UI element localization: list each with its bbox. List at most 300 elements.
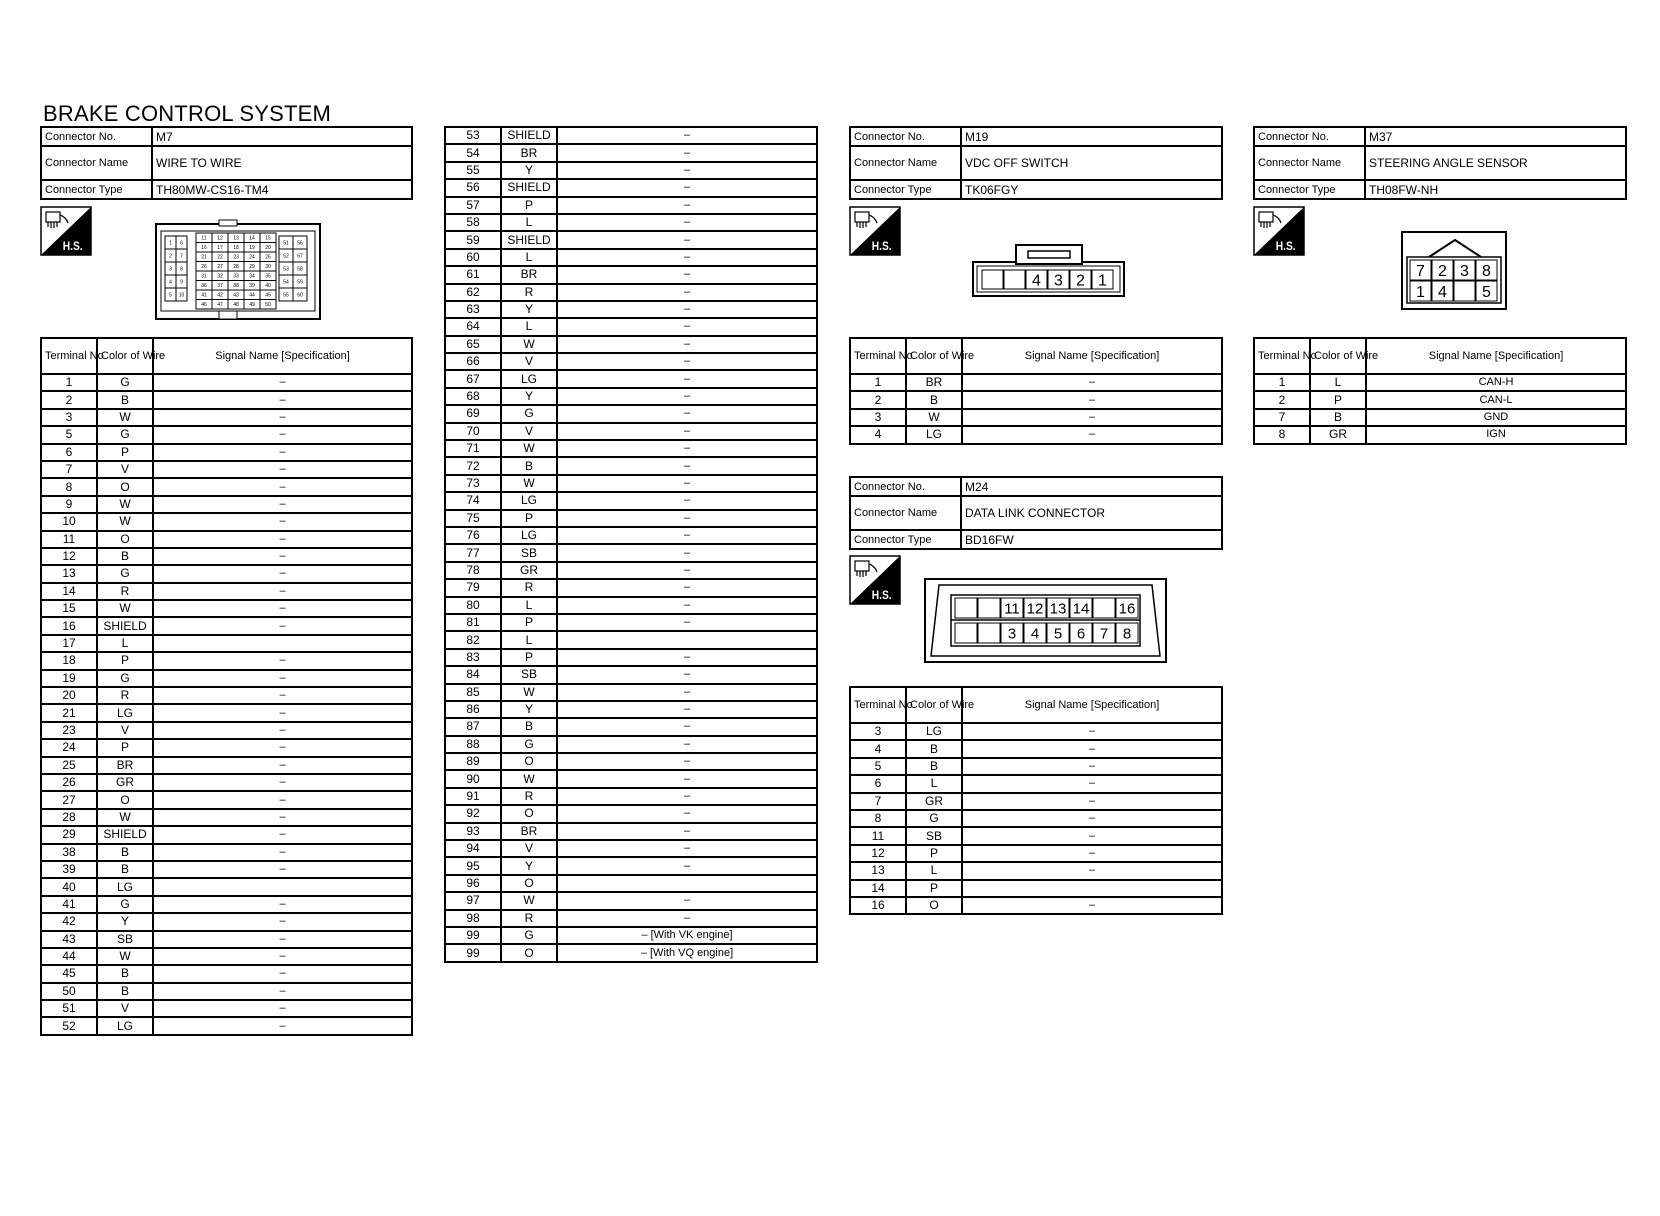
signal-name-cell: –: [557, 301, 817, 318]
signal-name-cell: –: [557, 544, 817, 561]
m24-pin-table: [849, 686, 1223, 915]
pin-number: 34: [249, 273, 255, 280]
pin-number: 6: [1076, 625, 1086, 643]
signal-name-header: Signal Name [Specification]: [962, 687, 1222, 723]
signal-name-cell: –: [557, 370, 817, 387]
wire-color-cell: P: [97, 739, 153, 756]
wire-color-cell: W: [97, 600, 153, 617]
pin-row: [41, 739, 412, 756]
terminal-no-cell: 12: [41, 548, 97, 565]
pin-row: [445, 214, 817, 231]
pin-number: 19: [249, 245, 255, 252]
pin-row: [445, 944, 817, 961]
pin-row: [41, 931, 412, 948]
signal-name-cell: –: [153, 774, 412, 791]
pin-row: [41, 461, 412, 478]
wire-color-cell: V: [97, 1000, 153, 1017]
wire-color-cell: R: [97, 583, 153, 600]
pin-cavity: [955, 623, 977, 643]
terminal-no-cell: 7: [850, 793, 906, 810]
terminal-no-cell: 51: [41, 1000, 97, 1017]
signal-name-cell: –: [557, 457, 817, 474]
wire-color-cell: L: [501, 631, 557, 648]
signal-name-cell: –: [557, 405, 817, 422]
signal-name-cell: –: [557, 562, 817, 579]
signal-name-cell: –: [962, 374, 1222, 391]
pin-number: 45: [265, 292, 271, 299]
wire-color-cell: SHIELD: [501, 127, 557, 144]
m7-pin-table-a: [40, 337, 413, 1036]
terminal-no-cell: 13: [41, 565, 97, 582]
pin-row: [445, 162, 817, 179]
terminal-no-cell: 29: [41, 826, 97, 843]
terminal-no-cell: 16: [850, 897, 906, 914]
pin-row: [445, 475, 817, 492]
wire-color-cell: Y: [501, 301, 557, 318]
wire-color-cell: B: [97, 965, 153, 982]
pin-row: [41, 896, 412, 913]
signal-name-cell: –: [153, 617, 412, 634]
terminal-no-cell: 72: [445, 457, 501, 474]
terminal-no-cell: 68: [445, 388, 501, 405]
pin-number: 41: [201, 292, 207, 299]
connector-no-label: Connector No.: [41, 127, 152, 146]
pin-row: [850, 862, 1222, 879]
terminal-no-header: Terminal No.: [1254, 338, 1310, 374]
terminal-no-cell: 39: [41, 861, 97, 878]
pin-row: [41, 965, 412, 982]
pin-number: 8: [1122, 625, 1132, 643]
wire-color-cell: L: [501, 249, 557, 266]
pin-cavity: [1093, 598, 1115, 618]
wire-color-cell: SB: [501, 544, 557, 561]
pin-number: 33: [233, 273, 239, 280]
pin-row: [41, 496, 412, 513]
wire-color-cell: GR: [906, 793, 962, 810]
terminal-no-cell: 84: [445, 666, 501, 683]
signal-name-cell: –: [962, 409, 1222, 426]
pin-row: [445, 875, 817, 892]
terminal-no-cell: 50: [41, 983, 97, 1000]
pin-number: 8: [180, 266, 183, 273]
terminal-no-cell: 16: [41, 617, 97, 634]
terminal-no-cell: 3: [41, 409, 97, 426]
wire-color-cell: L: [906, 862, 962, 879]
terminal-no-cell: 70: [445, 423, 501, 440]
wire-color-cell: L: [906, 775, 962, 792]
pin-number: 7: [180, 253, 183, 260]
wire-color-cell: V: [501, 423, 557, 440]
m7-connector-name: WIRE TO WIRE: [152, 146, 412, 180]
terminal-no-cell: 45: [41, 965, 97, 982]
pin-row: [41, 1000, 412, 1017]
signal-name-cell: –: [153, 896, 412, 913]
pin-row: [445, 753, 817, 770]
terminal-no-cell: 85: [445, 684, 501, 701]
pin-row: [445, 840, 817, 857]
pin-row: [445, 718, 817, 735]
terminal-no-cell: 55: [445, 162, 501, 179]
pin-number: 42: [217, 292, 223, 299]
pin-row: [445, 231, 817, 248]
signal-name-cell: –: [153, 513, 412, 530]
wire-color-cell: P: [97, 444, 153, 461]
signal-name-cell: –: [557, 179, 817, 196]
wire-color-cell: W: [906, 409, 962, 426]
pin-row: [445, 614, 817, 631]
signal-name-cell: [962, 880, 1222, 897]
pin-row: [41, 478, 412, 495]
terminal-no-cell: 99: [445, 927, 501, 944]
signal-name-cell: –: [962, 827, 1222, 844]
pin-number: 4: [169, 279, 172, 286]
pin-number: 37: [217, 283, 223, 290]
signal-name-cell: –: [557, 162, 817, 179]
terminal-no-cell: 2: [850, 391, 906, 408]
pin-row: [445, 301, 817, 318]
pin-number: 16: [201, 245, 207, 252]
signal-name-cell: –: [557, 423, 817, 440]
pin-row: [445, 405, 817, 422]
pin-number: 8: [1482, 262, 1491, 280]
color-of-wire-header: Color of Wire: [906, 338, 962, 374]
m37-connector-name: STEERING ANGLE SENSOR: [1365, 146, 1626, 180]
signal-name-cell: –: [557, 892, 817, 909]
pin-number: 11: [201, 235, 207, 242]
pin-number: 14: [249, 235, 255, 242]
pin-row: [41, 861, 412, 878]
pin-number: 49: [249, 302, 255, 309]
pin-row: [445, 666, 817, 683]
signal-name-cell: –: [557, 510, 817, 527]
pin-row: [445, 579, 817, 596]
signal-name-cell: –: [962, 426, 1222, 443]
wire-color-cell: SB: [906, 827, 962, 844]
wire-color-cell: SHIELD: [501, 179, 557, 196]
pin-number: 40: [265, 283, 271, 290]
terminal-no-cell: 9: [41, 496, 97, 513]
terminal-no-cell: 8: [41, 478, 97, 495]
pin-number: 4: [1032, 272, 1041, 290]
pin-row: [850, 426, 1222, 443]
pin-row: [850, 723, 1222, 740]
signal-name-cell: –: [153, 600, 412, 617]
terminal-no-cell: 56: [445, 179, 501, 196]
wire-color-cell: W: [97, 409, 153, 426]
signal-name-cell: –: [153, 409, 412, 426]
wire-color-cell: Y: [501, 701, 557, 718]
terminal-no-cell: 5: [41, 426, 97, 443]
pin-number: 58: [297, 266, 303, 273]
pin-number: 11: [1004, 600, 1020, 618]
hs-label: H.S.: [1275, 239, 1296, 253]
pin-row: [850, 827, 1222, 844]
signal-name-cell: –: [153, 478, 412, 495]
pin-row: [41, 983, 412, 1000]
signal-name-cell: CAN-L: [1366, 391, 1626, 408]
hs-label: H.S.: [871, 588, 892, 602]
terminal-no-cell: 54: [445, 144, 501, 161]
terminal-no-cell: 67: [445, 370, 501, 387]
signal-name-cell: –: [153, 374, 412, 391]
pin-row: [1254, 426, 1626, 443]
signal-name-cell: –: [153, 965, 412, 982]
pin-number: 26: [201, 264, 207, 271]
terminal-no-cell: 94: [445, 840, 501, 857]
wire-color-cell: R: [501, 579, 557, 596]
signal-name-cell: –: [153, 757, 412, 774]
terminal-no-header: Terminal No.: [850, 338, 906, 374]
connector-name-label: Connector Name: [41, 146, 152, 180]
pin-number: 28: [233, 264, 239, 271]
pin-number: 25: [265, 254, 271, 261]
terminal-no-cell: 80: [445, 597, 501, 614]
pin-row: [445, 336, 817, 353]
pin-number: 7: [1099, 625, 1109, 643]
pin-number: 5: [1053, 625, 1063, 643]
wire-color-cell: BR: [501, 823, 557, 840]
pin-row: [850, 409, 1222, 426]
m19-connector-type: TK06FGY: [961, 180, 1222, 199]
pin-row: [41, 565, 412, 582]
pin-row: [41, 757, 412, 774]
m37-pin-table: [1253, 337, 1627, 445]
pin-row: [41, 374, 412, 391]
signal-name-cell: –: [557, 197, 817, 214]
pin-row: [41, 600, 412, 617]
wire-color-cell: O: [501, 875, 557, 892]
wire-color-cell: BR: [501, 266, 557, 283]
wire-color-cell: Y: [97, 913, 153, 930]
terminal-no-cell: 28: [41, 809, 97, 826]
wire-color-cell: Y: [501, 388, 557, 405]
m7-connector-diagram: [155, 219, 321, 321]
wire-color-cell: B: [906, 758, 962, 775]
pin-row: [41, 548, 412, 565]
wire-color-cell: LG: [906, 426, 962, 443]
signal-name-cell: –: [962, 793, 1222, 810]
signal-name-cell: –: [153, 861, 412, 878]
pin-row: [445, 631, 817, 648]
wire-color-cell: V: [501, 353, 557, 370]
signal-name-cell: –: [962, 758, 1222, 775]
signal-name-cell: –: [962, 862, 1222, 879]
wire-color-cell: G: [501, 736, 557, 753]
m7-pin-table-b: [444, 126, 818, 963]
wire-color-cell: R: [501, 284, 557, 301]
wire-color-cell: GR: [97, 774, 153, 791]
signal-name-cell: [557, 875, 817, 892]
pin-row: [445, 457, 817, 474]
pin-row: [41, 826, 412, 843]
pin-row: [41, 1017, 412, 1034]
pin-cavity: [978, 623, 1000, 643]
terminal-no-cell: 60: [445, 249, 501, 266]
wire-color-cell: V: [501, 840, 557, 857]
signal-name-cell: –: [962, 897, 1222, 914]
terminal-no-cell: 21: [41, 704, 97, 721]
pin-row: [850, 740, 1222, 757]
wire-color-cell: B: [97, 861, 153, 878]
pin-row: [41, 774, 412, 791]
terminal-no-cell: 91: [445, 788, 501, 805]
pin-number: 35: [265, 273, 271, 280]
pin-row: [41, 617, 412, 634]
terminal-no-cell: 1: [850, 374, 906, 391]
page-title: BRAKE CONTROL SYSTEM: [43, 101, 332, 126]
pin-row: [850, 845, 1222, 862]
pin-number: 39: [249, 283, 255, 290]
pin-row: [41, 531, 412, 548]
connector-name-label: Connector Name: [850, 146, 961, 180]
pin-row: [850, 374, 1222, 391]
terminal-no-cell: 23: [41, 722, 97, 739]
signal-name-cell: –: [557, 788, 817, 805]
m19-connector-diagram: [972, 244, 1126, 298]
signal-name-cell: –: [557, 701, 817, 718]
m7-connector-type: TH80MW-CS16-TM4: [152, 180, 412, 199]
wire-color-cell: O: [906, 897, 962, 914]
wire-color-cell: O: [97, 478, 153, 495]
m24-connector-name: DATA LINK CONNECTOR: [961, 496, 1222, 530]
wire-color-cell: L: [1310, 374, 1366, 391]
connector-no-label: Connector No.: [1254, 127, 1365, 146]
pin-number: 50: [265, 302, 271, 309]
pin-row: [445, 284, 817, 301]
wire-color-cell: O: [501, 753, 557, 770]
signal-name-cell: –: [557, 336, 817, 353]
pin-row: [445, 353, 817, 370]
m19-pin-table: [849, 337, 1223, 445]
signal-name-cell: –: [153, 565, 412, 582]
signal-name-cell: – [With VK engine]: [557, 927, 817, 944]
signal-name-cell: –: [557, 649, 817, 666]
pin-number: 30: [265, 264, 271, 271]
wire-color-cell: R: [97, 687, 153, 704]
terminal-no-cell: 87: [445, 718, 501, 735]
terminal-no-cell: 81: [445, 614, 501, 631]
signal-name-cell: CAN-H: [1366, 374, 1626, 391]
pin-number: 27: [217, 264, 223, 271]
m7-info-table: [40, 126, 413, 200]
pin-row: [445, 649, 817, 666]
wire-color-cell: B: [501, 457, 557, 474]
pin-row: [41, 583, 412, 600]
signal-name-cell: –: [557, 597, 817, 614]
pin-number: 4: [1030, 625, 1040, 643]
pin-row: [445, 423, 817, 440]
terminal-no-cell: 6: [850, 775, 906, 792]
pin-number: 17: [217, 245, 223, 252]
pin-number: 4: [1438, 283, 1447, 301]
terminal-no-cell: 14: [41, 583, 97, 600]
terminal-no-cell: 8: [1254, 426, 1310, 443]
wire-color-cell: G: [97, 896, 153, 913]
signal-name-cell: –: [557, 266, 817, 283]
pin-row: [41, 513, 412, 530]
terminal-no-cell: 93: [445, 823, 501, 840]
m37-connector-diagram: [1401, 231, 1509, 311]
signal-name-cell: –: [557, 840, 817, 857]
signal-name-header: Signal Name [Specification]: [153, 338, 412, 374]
pin-number: 16: [1118, 600, 1136, 618]
pin-row: [445, 736, 817, 753]
signal-name-cell: –: [557, 805, 817, 822]
connector-type-label: Connector Type: [850, 180, 961, 199]
color-of-wire-header: Color of Wire: [1310, 338, 1366, 374]
pin-row: [1254, 374, 1626, 391]
pin-row: [41, 844, 412, 861]
pin-number: 24: [249, 254, 255, 261]
signal-name-cell: –: [153, 809, 412, 826]
wire-color-cell: W: [501, 475, 557, 492]
terminal-no-cell: 10: [41, 513, 97, 530]
terminal-no-cell: 14: [850, 880, 906, 897]
pin-row: [850, 897, 1222, 914]
terminal-no-cell: 1: [41, 374, 97, 391]
pin-number: 53: [283, 266, 289, 273]
pin-row: [445, 805, 817, 822]
pin-row: [445, 597, 817, 614]
pin-row: [445, 701, 817, 718]
signal-name-cell: [153, 635, 412, 652]
signal-name-cell: –: [153, 983, 412, 1000]
pin-number: 3: [1054, 272, 1063, 290]
signal-name-cell: –: [153, 652, 412, 669]
terminal-no-cell: 86: [445, 701, 501, 718]
terminal-no-cell: 95: [445, 857, 501, 874]
wire-color-cell: B: [1310, 409, 1366, 426]
pin-row: [41, 687, 412, 704]
terminal-no-cell: 89: [445, 753, 501, 770]
wire-color-cell: G: [97, 374, 153, 391]
pin-row: [41, 809, 412, 826]
pin-number: 52: [283, 253, 289, 260]
pin-row: [445, 127, 817, 144]
terminal-no-cell: 71: [445, 440, 501, 457]
pin-number: 60: [297, 292, 303, 299]
pin-number: 3: [1460, 262, 1469, 280]
wire-color-cell: V: [97, 722, 153, 739]
wire-color-cell: L: [501, 318, 557, 335]
m19-connector-no: M19: [961, 127, 1222, 146]
pin-row: [41, 391, 412, 408]
color-of-wire-header: Color of Wire: [906, 687, 962, 723]
pin-row: [41, 426, 412, 443]
pin-number: 6: [180, 240, 183, 247]
signal-name-cell: –: [153, 704, 412, 721]
signal-name-cell: –: [557, 857, 817, 874]
pin-row: [850, 793, 1222, 810]
terminal-no-cell: 38: [41, 844, 97, 861]
pin-row: [41, 409, 412, 426]
terminal-no-cell: 53: [445, 127, 501, 144]
wire-color-cell: V: [97, 461, 153, 478]
m7-connector-no: M7: [152, 127, 412, 146]
pin-row: [445, 492, 817, 509]
wire-color-cell: LG: [97, 1017, 153, 1034]
terminal-no-cell: 12: [850, 845, 906, 862]
pin-row: [41, 670, 412, 687]
m24-connector-diagram: [924, 578, 1168, 664]
terminal-no-cell: 43: [41, 931, 97, 948]
pin-number: 43: [233, 292, 239, 299]
signal-name-cell: –: [557, 753, 817, 770]
signal-name-cell: –: [557, 823, 817, 840]
signal-name-cell: –: [153, 931, 412, 948]
pin-cavity: [982, 270, 1003, 289]
signal-name-cell: –: [153, 391, 412, 408]
